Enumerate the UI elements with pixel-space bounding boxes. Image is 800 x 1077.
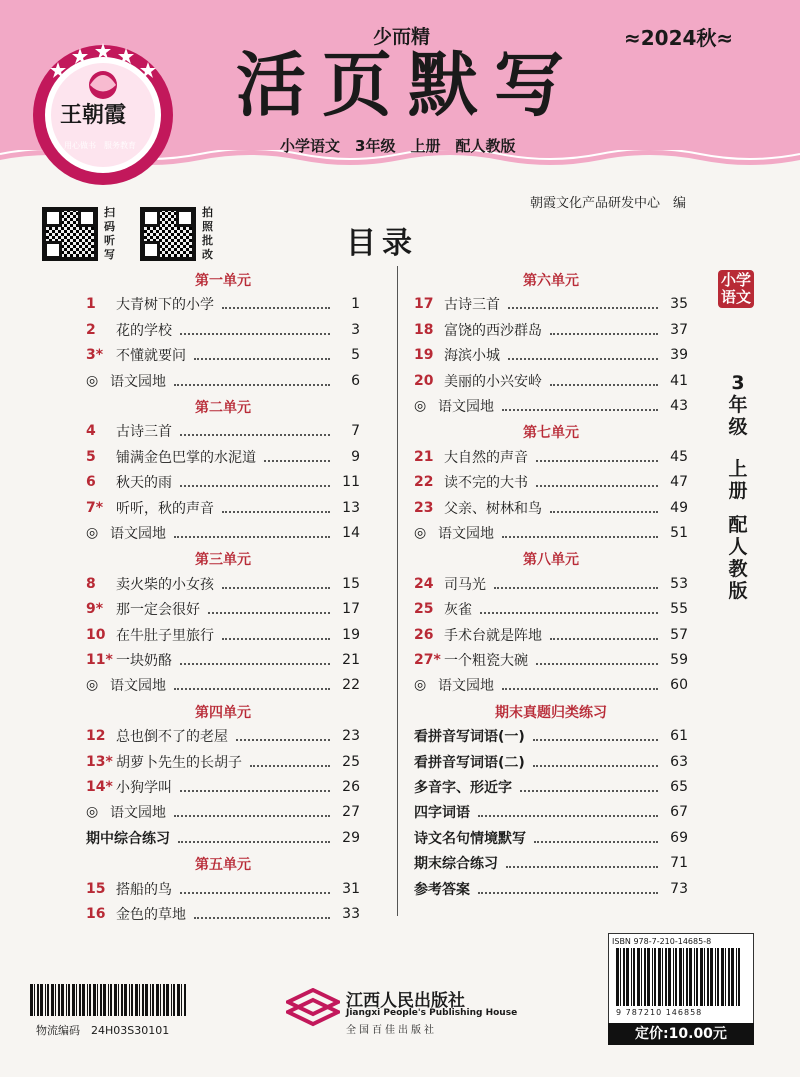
toc-entry-label: 手术台就是阵地 xyxy=(444,627,542,644)
book-subtitle: 小学语文 3年级 上册 配人教版 xyxy=(280,137,516,155)
toc-entry-label: 美丽的小兴安岭 xyxy=(444,373,542,390)
toc-entry-label: 诗文名句情境默写 xyxy=(414,830,526,847)
toc-leader-dots xyxy=(174,528,330,538)
toc-entry-label: 古诗三首 xyxy=(444,297,500,314)
toc-leader-dots xyxy=(508,350,658,360)
toc-leader-dots xyxy=(520,782,658,792)
toc-leader-dots xyxy=(180,884,330,894)
toc-entry-number: 27* xyxy=(414,652,441,668)
unit-heading: 第二单元 xyxy=(195,400,251,416)
side-grade: 3年级 xyxy=(728,372,748,438)
toc-entry-number: 19 xyxy=(414,347,434,364)
toc-entry-label: 在牛肚子里旅行 xyxy=(116,627,214,644)
toc-entry-label: 语文园地 xyxy=(110,526,166,542)
toc-leader-dots xyxy=(533,731,658,741)
toc-entry-label: 花的学校 xyxy=(116,322,172,339)
toc-entry-label: 语文园地 xyxy=(110,678,166,695)
toc-entry-number: 2 xyxy=(86,321,96,338)
toc-entry-number: 9* xyxy=(86,601,104,618)
toc-entry[interactable] xyxy=(86,624,360,646)
toc-entry-number: 23 xyxy=(414,499,434,516)
toc-entry[interactable] xyxy=(414,344,688,366)
toc-entry-number: 12 xyxy=(86,728,106,745)
toc-entry-label: 参考答案 xyxy=(414,881,470,898)
toc-entry-label: 古诗三首 xyxy=(116,424,172,441)
unit-heading: 第三单元 xyxy=(195,552,251,569)
toc-entry-page: 9 xyxy=(351,448,360,465)
toc-leader-dots xyxy=(194,909,330,919)
toc-title: 目录 xyxy=(346,226,418,261)
toc-entry[interactable] xyxy=(86,344,360,366)
toc-entry-number: 22 xyxy=(414,474,434,491)
toc-entry-label: 期末综合练习 xyxy=(414,856,498,873)
toc-entry[interactable] xyxy=(86,420,360,442)
toc-entry-page: 59 xyxy=(670,652,688,668)
toc-leader-dots xyxy=(550,630,658,640)
toc-entry-page: 5 xyxy=(351,347,360,364)
toc-entry-label: 大自然的声音 xyxy=(444,449,528,466)
toc-entry-page: 55 xyxy=(670,601,688,618)
toc-entry-number: 17 xyxy=(414,296,434,313)
toc-entry-number: 10 xyxy=(86,626,106,643)
unit-heading: 第七单元 xyxy=(523,425,579,442)
toc-entry[interactable] xyxy=(86,598,360,620)
toc-entry-label: 小狗学叫 xyxy=(116,780,172,796)
side-edition: 配人教版 xyxy=(728,514,748,602)
toc-entry-page: 73 xyxy=(670,880,688,897)
toc-entry[interactable] xyxy=(86,751,360,773)
toc-entry-label: 卖火柴的小女孩 xyxy=(116,576,214,593)
toc-entry-label: 一块奶酪 xyxy=(116,653,172,669)
toc-leader-dots xyxy=(534,833,658,843)
toc-leader-dots xyxy=(550,503,658,513)
toc-leader-dots xyxy=(478,884,658,894)
toc-leader-dots xyxy=(502,680,658,690)
toc-entry[interactable] xyxy=(86,827,360,849)
qr-label-dictation: 扫码听写 xyxy=(104,206,115,261)
unit-heading: 第四单元 xyxy=(195,704,251,721)
toc-entry-page: 53 xyxy=(670,575,688,592)
toc-entry[interactable] xyxy=(414,370,688,392)
toc-entry-page: 39 xyxy=(670,347,688,364)
toc-entry[interactable] xyxy=(414,751,688,773)
toc-entry-page: 41 xyxy=(670,372,688,389)
toc-entry[interactable] xyxy=(86,674,360,696)
toc-entry-page: 69 xyxy=(670,829,688,846)
toc-leader-dots xyxy=(174,376,330,386)
toc-entry[interactable] xyxy=(414,674,688,696)
toc-leader-dots xyxy=(536,477,658,487)
toc-leader-dots xyxy=(533,757,658,767)
toc-entry-label: 语文园地 xyxy=(110,805,166,822)
toc-entry-label: 父亲、树林和鸟 xyxy=(444,500,542,517)
toc-leader-dots xyxy=(478,807,658,817)
toc-leader-dots xyxy=(174,807,330,817)
toc-entry-page: 37 xyxy=(670,321,688,338)
toc-entry-page: 60 xyxy=(670,677,688,694)
toc-entry-number: 24 xyxy=(414,575,434,592)
toc-entry-label: 金色的草地 xyxy=(116,907,186,923)
toc-entry-page: 65 xyxy=(670,779,688,795)
column-divider xyxy=(397,266,398,916)
toc-entry-number: ◎ xyxy=(414,677,427,694)
toc-entry-label: 那一定会很好 xyxy=(116,602,200,619)
toc-leader-dots xyxy=(180,325,330,335)
unit-heading: 第八单元 xyxy=(523,552,579,569)
toc-leader-dots xyxy=(502,528,658,538)
toc-leader-dots xyxy=(264,452,330,462)
toc-leader-dots xyxy=(550,376,658,386)
toc-entry-label: 一个粗瓷大碗 xyxy=(444,653,528,669)
publisher-name: 江西人民出版社 xyxy=(346,991,465,1011)
toc-leader-dots xyxy=(222,299,330,309)
toc-leader-dots xyxy=(480,604,658,614)
toc-entry-page: 57 xyxy=(670,626,688,643)
toc-entry-page: 71 xyxy=(670,855,688,872)
toc-leader-dots xyxy=(250,757,330,767)
toc-entry-label: 读不完的大书 xyxy=(444,475,528,492)
toc-entry-number: 11* xyxy=(86,652,113,668)
editor-credit: 朝霞文化产品研发中心 编 xyxy=(530,196,687,211)
isbn-barcode-icon xyxy=(616,948,744,1006)
toc-entry-number: 8 xyxy=(86,575,96,592)
toc-leader-dots xyxy=(536,655,658,665)
logistics-barcode-icon xyxy=(30,984,188,1016)
toc-entry-page: 21 xyxy=(342,652,360,668)
unit-heading: 期末真题归类练习 xyxy=(495,704,607,721)
unit-heading: 第五单元 xyxy=(195,857,251,874)
toc-leader-dots xyxy=(550,325,658,335)
toc-leader-dots xyxy=(536,452,658,462)
toc-leader-dots xyxy=(180,477,330,487)
toc-entry-number: 3* xyxy=(86,347,104,364)
toc-entry[interactable] xyxy=(414,624,688,646)
toc-entry-label: 铺满金色巴掌的水泥道 xyxy=(116,449,256,466)
toc-entry-label: 期中综合练习 xyxy=(86,830,170,847)
toc-leader-dots xyxy=(236,731,330,741)
toc-entry-label: 语文园地 xyxy=(438,526,494,542)
toc-leader-dots xyxy=(502,401,658,411)
toc-entry-page: 22 xyxy=(342,677,360,694)
toc-entry[interactable] xyxy=(86,293,360,315)
toc-entry[interactable] xyxy=(414,827,688,849)
toc-entry-page: 6 xyxy=(351,372,360,389)
toc-entry-number: 4 xyxy=(86,423,96,440)
publisher-honor: 全国百佳出版社 xyxy=(346,1025,437,1036)
toc-entry-page: 45 xyxy=(670,448,688,465)
qr-code-grading-icon[interactable] xyxy=(140,207,196,261)
unit-heading: 第一单元 xyxy=(195,273,251,289)
toc-entry-number: ◎ xyxy=(414,525,427,541)
toc-entry[interactable] xyxy=(86,522,360,544)
toc-entry-page: 49 xyxy=(670,499,688,516)
toc-entry[interactable] xyxy=(414,522,688,544)
toc-entry-number: 16 xyxy=(86,906,106,922)
toc-entry-label: 听听，秋的声音 xyxy=(116,500,214,517)
toc-leader-dots xyxy=(208,604,330,614)
toc-entry-page: 19 xyxy=(342,626,360,643)
toc-entry[interactable] xyxy=(86,903,360,925)
toc-entry-number: 20 xyxy=(414,372,434,389)
toc-entry[interactable] xyxy=(86,878,360,900)
isbn-digits: 9 787210 146858 xyxy=(616,1008,703,1017)
toc-entry-page: 11 xyxy=(342,474,360,491)
brand-slogan: 用心做书 服务教育 xyxy=(64,141,136,150)
side-term: 上册 xyxy=(728,458,748,502)
toc-entry-number: 7* xyxy=(86,499,104,516)
toc-entry-label: 海滨小城 xyxy=(444,348,500,365)
toc-entry[interactable] xyxy=(414,395,688,417)
toc-entry-page: 7 xyxy=(351,423,360,440)
toc-entry-page: 23 xyxy=(342,728,360,745)
toc-leader-dots xyxy=(180,655,330,665)
toc-entry[interactable] xyxy=(414,471,688,493)
toc-entry[interactable] xyxy=(414,878,688,900)
toc-entry[interactable] xyxy=(86,471,360,493)
toc-entry[interactable] xyxy=(86,776,360,798)
toc-leader-dots xyxy=(222,579,330,589)
toc-entry[interactable] xyxy=(86,573,360,595)
toc-leader-dots xyxy=(180,782,330,792)
toc-entry-label: 看拼音写词语(一) xyxy=(414,729,525,746)
toc-entry-page: 14 xyxy=(342,525,360,541)
toc-entry-number: ◎ xyxy=(86,804,99,821)
toc-entry-page: 67 xyxy=(670,804,688,821)
toc-entry-page: 15 xyxy=(342,575,360,592)
toc-leader-dots xyxy=(494,579,658,589)
subject-tag: 小学语文 xyxy=(718,270,754,308)
toc-leader-dots xyxy=(222,503,330,513)
toc-entry-label: 总也倒不了的老屋 xyxy=(116,729,228,746)
toc-entry-page: 33 xyxy=(342,906,360,922)
toc-entry-page: 43 xyxy=(670,398,688,414)
toc-entry-label: 看拼音写词语(二) xyxy=(414,754,525,771)
toc-entry-label: 不懂就要问 xyxy=(116,348,186,365)
toc-entry-page: 3 xyxy=(351,321,360,338)
toc-entry-page: 61 xyxy=(670,728,688,745)
toc-entry-page: 63 xyxy=(670,753,688,770)
toc-entry[interactable] xyxy=(414,725,688,747)
toc-entry-label: 四字词语 xyxy=(414,805,470,822)
toc-entry-page: 17 xyxy=(342,601,360,618)
toc-entry-page: 25 xyxy=(342,753,360,770)
toc-entry-label: 秋天的雨 xyxy=(116,475,172,492)
toc-entry[interactable] xyxy=(414,293,688,315)
toc-entry-number: 13* xyxy=(86,753,113,770)
toc-leader-dots xyxy=(180,426,330,436)
toc-entry[interactable] xyxy=(86,725,360,747)
season-badge: ≈2024秋≈ xyxy=(624,26,734,50)
toc-entry-label: 语文园地 xyxy=(438,399,494,415)
toc-leader-dots xyxy=(194,350,330,360)
toc-entry-label: 语文园地 xyxy=(438,678,494,695)
toc-entry-page: 31 xyxy=(342,880,360,897)
toc-entry[interactable] xyxy=(414,573,688,595)
toc-entry-number: 15 xyxy=(86,880,106,897)
toc-entry-label: 灰雀 xyxy=(444,602,472,619)
toc-entry[interactable] xyxy=(86,649,360,671)
toc-entry[interactable] xyxy=(86,446,360,468)
toc-entry-page: 35 xyxy=(670,296,688,313)
qr-label-grading: 拍照批改 xyxy=(202,206,213,261)
toc-entry[interactable] xyxy=(414,649,688,671)
toc-leader-dots xyxy=(222,630,330,640)
toc-entry-number: ◎ xyxy=(414,398,427,414)
logistics-code: 物流编码 24H03S30101 xyxy=(36,1024,170,1037)
toc-leader-dots xyxy=(178,833,330,843)
toc-entry[interactable] xyxy=(414,801,688,823)
toc-entry[interactable] xyxy=(414,776,688,798)
toc-entry-label: 富饶的西沙群岛 xyxy=(444,322,542,339)
toc-entry[interactable] xyxy=(86,370,360,392)
toc-entry-label: 大青树下的小学 xyxy=(116,297,214,314)
toc-entry-label: 司马光 xyxy=(444,576,486,593)
price-label: 定价:10.00元 xyxy=(608,1023,754,1045)
toc-entry-label: 多音字、形近字 xyxy=(414,780,512,796)
toc-entry[interactable] xyxy=(414,446,688,468)
toc-entry-number: 26 xyxy=(414,626,434,643)
toc-entry-label: 胡萝卜先生的长胡子 xyxy=(116,754,242,771)
toc-leader-dots xyxy=(174,680,330,690)
toc-entry[interactable] xyxy=(86,319,360,341)
toc-entry-page: 29 xyxy=(342,829,360,846)
toc-entry-page: 1 xyxy=(351,296,360,313)
toc-entry-number: ◎ xyxy=(86,372,99,389)
toc-entry-number: 25 xyxy=(414,601,434,618)
toc-entry-number: 14* xyxy=(86,779,113,795)
toc-entry-page: 13 xyxy=(342,499,360,516)
toc-entry-label: 语文园地 xyxy=(110,373,166,390)
toc-entry-page: 26 xyxy=(342,779,360,795)
toc-entry-number: 6 xyxy=(86,474,96,491)
toc-leader-dots xyxy=(508,299,658,309)
toc-entry[interactable] xyxy=(86,801,360,823)
publisher-name-en: Jiangxi People's Publishing House xyxy=(346,1008,518,1018)
qr-code-dictation-icon[interactable] xyxy=(42,207,98,261)
toc-entry-number: 18 xyxy=(414,321,434,338)
toc-entry[interactable] xyxy=(86,497,360,519)
toc-entry[interactable] xyxy=(414,319,688,341)
toc-entry-number: 21 xyxy=(414,448,434,465)
toc-entry-number: ◎ xyxy=(86,525,99,541)
toc-entry-number: 1 xyxy=(86,296,96,313)
publisher-logo-icon xyxy=(286,988,340,1028)
toc-entry[interactable] xyxy=(414,497,688,519)
series-name: 少而精 xyxy=(373,26,431,48)
toc-entry[interactable] xyxy=(414,598,688,620)
toc-entry-page: 51 xyxy=(670,525,688,541)
toc-entry-number: ◎ xyxy=(86,677,99,694)
toc-entry-label: 搭船的鸟 xyxy=(116,881,172,898)
brand-logo-text: 王朝霞 xyxy=(60,102,127,128)
isbn-text: ISBN 978-7-210-14685-8 xyxy=(612,937,712,946)
unit-heading: 第六单元 xyxy=(523,273,579,289)
book-title: 活页默写 xyxy=(236,43,580,126)
toc-entry-page: 27 xyxy=(342,804,360,821)
toc-leader-dots xyxy=(506,858,658,868)
toc-entry[interactable] xyxy=(414,852,688,874)
toc-entry-number: 5 xyxy=(86,448,96,465)
toc-entry-page: 47 xyxy=(670,474,688,491)
